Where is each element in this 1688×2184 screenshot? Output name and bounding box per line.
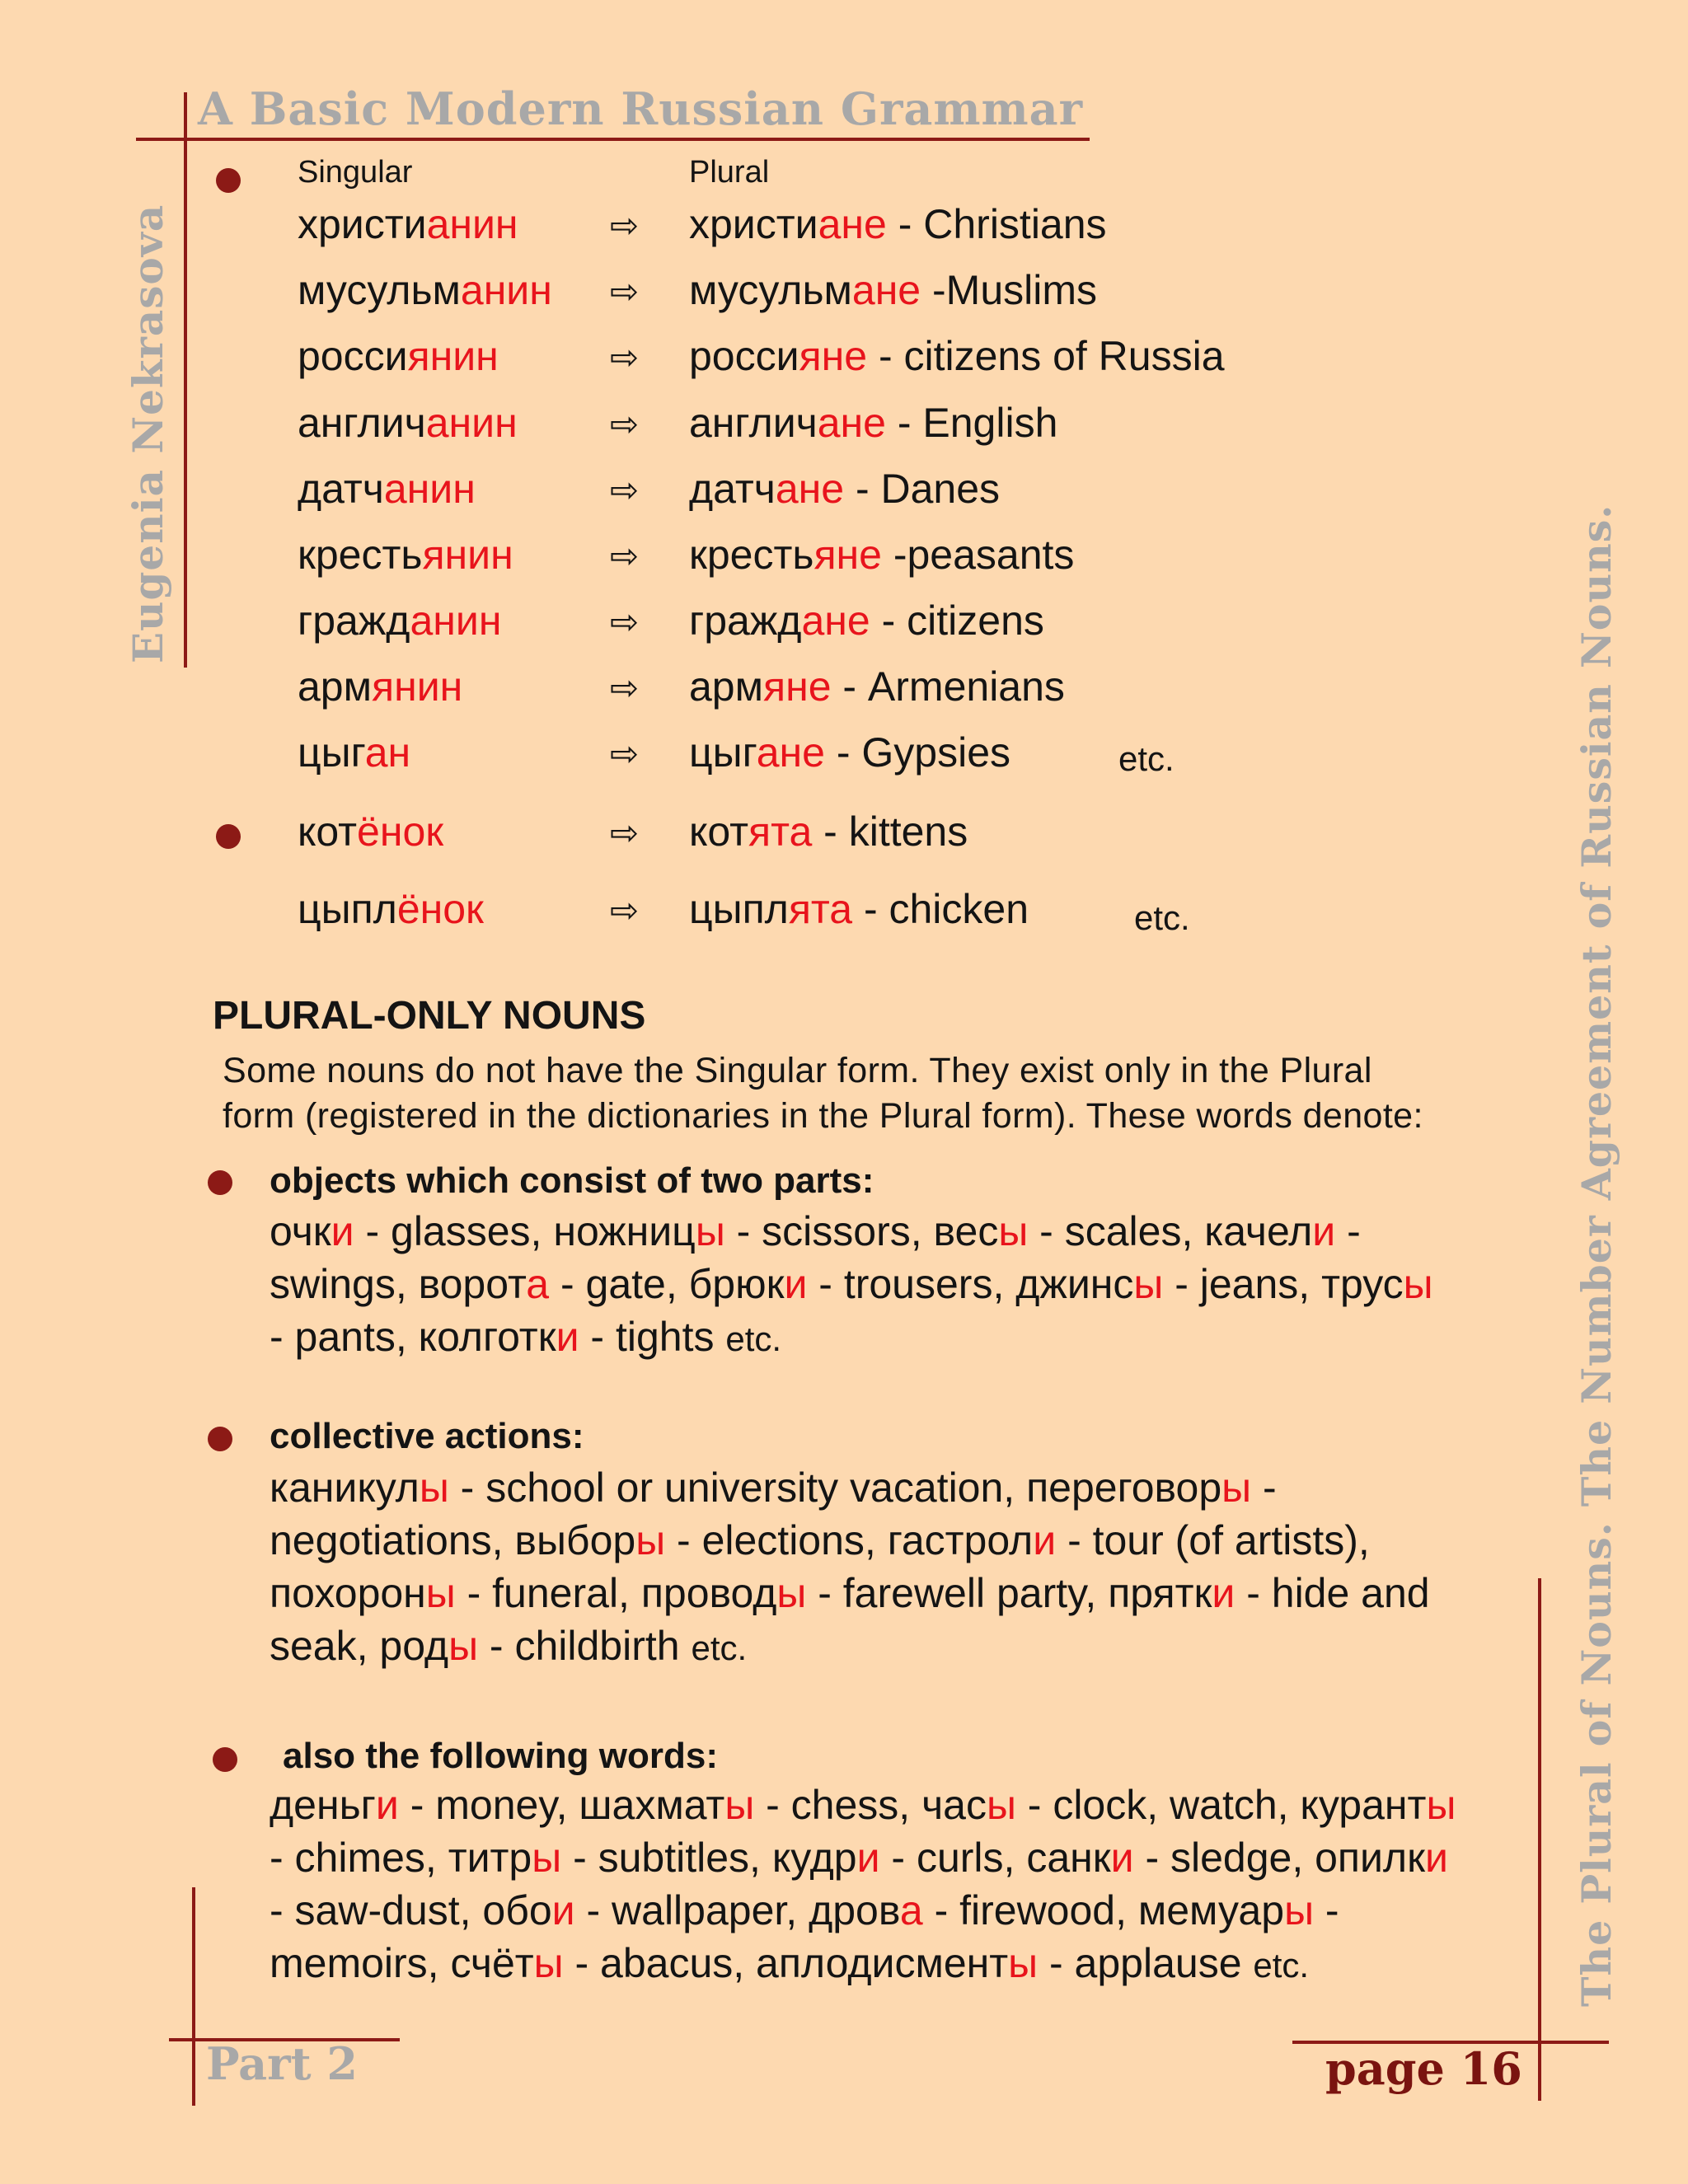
plural-column-header: Plural [689, 155, 770, 190]
plural-ending: ы [425, 1570, 456, 1616]
arrow-icon: ⇨ [610, 813, 640, 853]
plural-ending: ята [788, 886, 853, 932]
singular-ending: ёнок [396, 886, 484, 932]
example-text: - saw-dust, обо [270, 1887, 552, 1933]
example-text: - [1314, 1887, 1339, 1933]
intro-line: form (registered in the dictionaries in the Plural form). These words denote: [223, 1096, 1423, 1136]
plural-ending: а [526, 1261, 550, 1307]
category-heading: objects which consist of two parts: [270, 1160, 874, 1201]
example-text: - wallpaper, дров [574, 1887, 900, 1933]
example-text: - abacus, аплодисмент [563, 1940, 1009, 1986]
singular-ending: янин [407, 333, 499, 379]
example-text: - firewood, мемуар [922, 1887, 1285, 1933]
etc-label: etc. [1134, 898, 1190, 937]
translation: - Christians [886, 201, 1107, 247]
word-stem: гражд [689, 598, 802, 644]
translation: - citizens [870, 598, 1044, 644]
page-number: page 16 [1325, 2042, 1522, 2095]
example-text: negotiations, выбор [270, 1517, 636, 1563]
plural-ending: и [1033, 1517, 1057, 1563]
example-text: похорон [270, 1570, 426, 1616]
plural-noun [689, 808, 968, 855]
plural-noun [689, 332, 1225, 380]
example-text: - money, шахмат [398, 1782, 725, 1828]
example-text: - glasses, ножниц [354, 1208, 696, 1254]
example-line [270, 1781, 1456, 1829]
example-line [270, 1569, 1430, 1617]
example-text: - pants, колготк [270, 1314, 556, 1360]
plural-noun [689, 663, 1065, 710]
word-stem: мусульм [298, 267, 461, 313]
example-text: - subtitles, кудр [561, 1835, 857, 1881]
example-line [270, 1260, 1433, 1308]
chapter-title: The Plural of Nouns. The Number Agreement of Russian Nouns. [1573, 504, 1620, 2007]
plural-ending: ы [1008, 1940, 1039, 1986]
example-text: - [1335, 1208, 1361, 1254]
example-line [270, 1886, 1339, 1934]
plural-ending: ы [1403, 1261, 1433, 1307]
example-text: - scissors, вес [724, 1208, 999, 1254]
section-bullet [208, 1170, 232, 1195]
singular-noun [298, 531, 513, 579]
arrow-icon: ⇨ [610, 733, 640, 774]
section-bullet [213, 1747, 237, 1772]
category-heading: collective actions: [270, 1416, 584, 1456]
example-text: - jeans, трус [1163, 1261, 1404, 1307]
plural-ending: ы [776, 1570, 807, 1616]
arrow-icon: ⇨ [610, 602, 640, 642]
word-stem: росси [298, 333, 408, 379]
right-rule-vertical [1538, 1578, 1541, 2101]
singular-noun [298, 808, 443, 855]
singular-noun [298, 885, 484, 933]
plural-ending: ане [801, 598, 870, 644]
word-stem: арм [298, 663, 372, 710]
word-stem: цыпл [298, 886, 397, 932]
word-stem: христи [689, 201, 818, 247]
bullet-group-1 [216, 168, 241, 193]
example-text: - clock, watch, курант [1015, 1782, 1427, 1828]
singular-ending: ёнок [357, 808, 444, 855]
etc-label: etc. [725, 1319, 782, 1358]
plural-noun [689, 465, 1000, 513]
plural-noun [689, 531, 1074, 579]
example-text: - trousers, джинс [807, 1261, 1134, 1307]
arrow-icon: ⇨ [610, 668, 640, 708]
arrow-icon: ⇨ [610, 205, 640, 246]
etc-label: etc. [1253, 1946, 1310, 1985]
example-text: seak, род [270, 1623, 449, 1669]
arrow-icon: ⇨ [610, 337, 640, 377]
plural-ending: ы [1284, 1887, 1314, 1933]
plural-ending: ы [1426, 1782, 1456, 1828]
translation: - English [885, 400, 1058, 446]
example-text: - farewell party, прятк [806, 1570, 1212, 1616]
singular-ending: анин [410, 598, 502, 644]
plural-ending: ы [532, 1835, 562, 1881]
example-text: - tights [579, 1314, 726, 1360]
arrow-icon: ⇨ [610, 470, 640, 510]
word-stem: цыпл [689, 886, 789, 932]
singular-noun [298, 266, 552, 314]
translation: -Muslims [921, 267, 1097, 313]
word-stem: англич [298, 400, 426, 446]
example-text: - [1251, 1465, 1277, 1511]
singular-ending: анин [383, 466, 476, 512]
plural-noun [689, 729, 1010, 776]
word-stem: датч [689, 466, 776, 512]
example-text: - school or university vacation, переговор [448, 1465, 1222, 1511]
plural-ending: ане [756, 729, 825, 776]
word-stem: кресть [689, 532, 814, 578]
example-text: - applause [1038, 1940, 1254, 1986]
word-stem: гражд [298, 598, 410, 644]
singular-noun [298, 399, 518, 447]
singular-ending: анин [460, 267, 552, 313]
example-text: - curls, санк [879, 1835, 1111, 1881]
example-text: - scales, качел [1028, 1208, 1313, 1254]
plural-ending: и [551, 1887, 575, 1933]
singular-ending: анин [426, 201, 518, 247]
singular-ending: янин [372, 663, 463, 710]
plural-ending: ы [419, 1465, 449, 1511]
plural-ending: и [1424, 1835, 1448, 1881]
plural-ending: ы [724, 1782, 755, 1828]
word-stem: англич [689, 400, 818, 446]
plural-ending: яне [763, 663, 832, 710]
example-line [270, 1313, 781, 1361]
example-line [270, 1516, 1370, 1564]
word-stem: цыг [689, 729, 757, 776]
singular-noun [298, 663, 462, 710]
singular-noun [298, 465, 476, 513]
word-stem: христи [298, 201, 427, 247]
example-line [270, 1939, 1309, 1987]
plural-ending: ы [1221, 1465, 1252, 1511]
intro-line: Some nouns do not have the Singular form. They exist only in the Plural [223, 1051, 1372, 1090]
section-heading: PLURAL-ONLY NOUNS [213, 994, 646, 1038]
singular-column-header: Singular [298, 155, 413, 190]
plural-ending: ы [448, 1623, 479, 1669]
header-rule-horizontal [136, 138, 1090, 141]
word-stem: датч [298, 466, 384, 512]
plural-ending: ане [775, 466, 845, 512]
plural-ending: ы [695, 1208, 725, 1254]
translation: - Danes [844, 466, 1001, 512]
example-text: - sledge, опилк [1133, 1835, 1425, 1881]
word-stem: цыг [298, 729, 365, 776]
word-stem: арм [689, 663, 763, 710]
plural-ending: и [856, 1835, 880, 1881]
word-stem: кот [298, 808, 358, 855]
example-text: - hide and [1235, 1570, 1430, 1616]
word-stem: росси [689, 333, 799, 379]
plural-ending: и [1312, 1208, 1336, 1254]
part-label: Part 2 [206, 2037, 358, 2090]
example-text: каникул [270, 1465, 420, 1511]
example-text: - elections, гастрол [665, 1517, 1034, 1563]
example-text: - gate, брюк [549, 1261, 785, 1307]
plural-ending: ы [1133, 1261, 1164, 1307]
translation: - kittens [812, 808, 968, 855]
plural-ending: и [1110, 1835, 1134, 1881]
category-heading: also the following words: [283, 1736, 718, 1776]
arrow-icon: ⇨ [610, 271, 640, 312]
etc-label: etc. [691, 1629, 748, 1667]
plural-ending: ы [998, 1208, 1029, 1254]
example-text: - funeral, провод [455, 1570, 777, 1616]
example-line [270, 1622, 747, 1670]
translation: - Armenians [831, 663, 1065, 710]
example-text: swings, ворот [270, 1261, 527, 1307]
plural-noun [689, 597, 1044, 644]
word-stem: кот [689, 808, 749, 855]
arrow-icon: ⇨ [610, 404, 640, 444]
author-name: Eugenia Nekrasova [124, 204, 172, 663]
example-text: - chess, час [754, 1782, 987, 1828]
singular-ending: анин [425, 400, 518, 446]
word-stem: кресть [298, 532, 423, 578]
example-text: - tour (of artists), [1056, 1517, 1370, 1563]
bullet-group-2 [216, 824, 241, 849]
plural-ending: и [1212, 1570, 1236, 1616]
example-line [270, 1834, 1448, 1882]
singular-ending: янин [422, 532, 513, 578]
example-text: очк [270, 1208, 331, 1254]
arrow-icon: ⇨ [610, 536, 640, 576]
arrow-icon: ⇨ [610, 890, 640, 930]
translation: - citizens of Russia [867, 333, 1225, 379]
plural-ending: яне [814, 532, 882, 578]
plural-noun [689, 200, 1107, 248]
singular-noun [298, 597, 501, 644]
example-text: деньг [270, 1782, 376, 1828]
plural-ending: а [899, 1887, 923, 1933]
example-line [270, 1207, 1361, 1255]
plural-ending: ане [851, 267, 921, 313]
plural-ending: ане [818, 201, 887, 247]
plural-ending: и [556, 1314, 579, 1360]
header-rule-vertical [184, 92, 187, 668]
singular-noun [298, 729, 410, 776]
section-bullet [208, 1427, 232, 1451]
plural-ending: яне [799, 333, 868, 379]
example-text: - chimes, титр [270, 1835, 532, 1881]
plural-ending: ята [748, 808, 813, 855]
example-line [270, 1464, 1277, 1511]
plural-ending: и [784, 1261, 808, 1307]
singular-noun [298, 332, 499, 380]
plural-ending: и [331, 1208, 354, 1254]
translation: - chicken [852, 886, 1029, 932]
singular-noun [298, 200, 518, 248]
plural-ending: и [375, 1782, 399, 1828]
plural-ending: ы [533, 1940, 564, 1986]
plural-noun [689, 266, 1097, 314]
example-text: memoirs, счёт [270, 1940, 534, 1986]
plural-noun [689, 399, 1057, 447]
plural-ending: ане [817, 400, 886, 446]
singular-ending: ан [364, 729, 411, 776]
plural-ending: ы [986, 1782, 1016, 1828]
book-title: A Basic Modern Russian Grammar [198, 82, 1084, 135]
translation: - Gypsies [824, 729, 1011, 776]
plural-ending: ы [635, 1517, 666, 1563]
plural-noun [689, 885, 1029, 933]
footer-rule-vertical [192, 1887, 195, 2106]
etc-label: etc. [1118, 739, 1175, 778]
translation: -peasants [881, 532, 1075, 578]
example-text: - childbirth [478, 1623, 692, 1669]
word-stem: мусульм [689, 267, 852, 313]
